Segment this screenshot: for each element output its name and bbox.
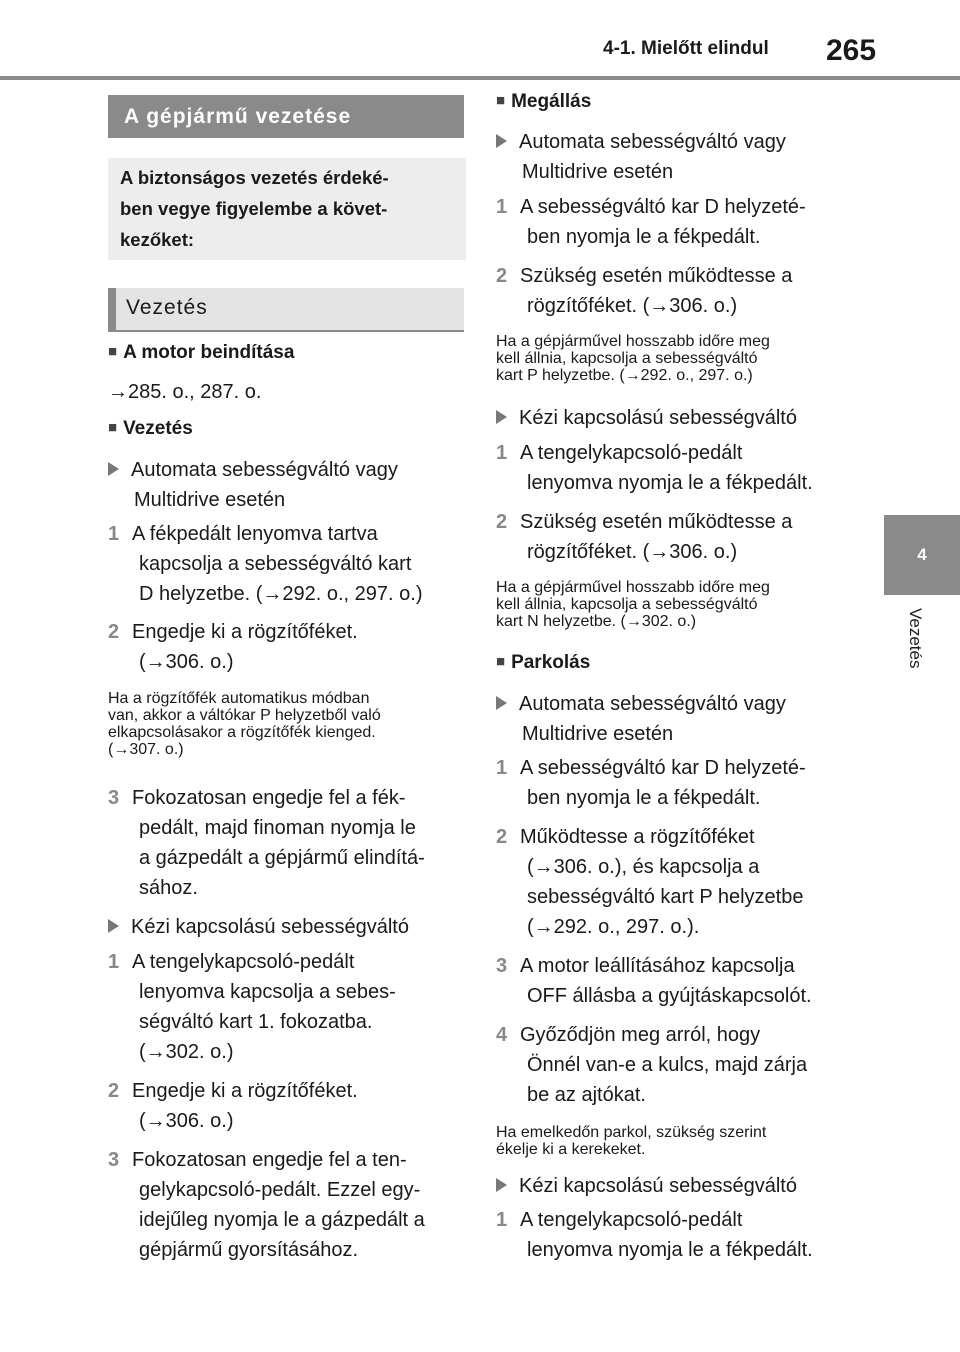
stop-auto-step-1: 1 A sebességváltó kar D helyzeté- ben nyomja le a fékpedált. [496, 196, 806, 248]
intro-line: ben vegye figyelembe a követ- [120, 198, 388, 219]
section-title: 4-1. Mielőtt elindul [603, 38, 769, 59]
heading-driving: ■ Vezetés [108, 418, 193, 440]
park-auto-label: Automata sebességváltó vagy Multidrive esetén [496, 689, 786, 749]
manual-trans-label: Kézi kapcsolású sebességváltó [108, 912, 409, 942]
triangle-bullet-icon [108, 919, 119, 933]
auto-note: Ha a rögzítőfék automatikus módban van, akkor a váltókar P helyzetből való elkapcsolásakor a rögzítőfék kienged. (→307. o.) [108, 690, 381, 758]
heading-motor-start: ■ A motor beindítása [108, 342, 294, 364]
triangle-bullet-icon [496, 134, 507, 148]
chapter-label: Vezetés [906, 608, 925, 669]
park-note: Ha emelkedőn parkol, szükség szerint ékelje ki a kerekeket. [496, 1124, 767, 1158]
park-step-4: 4 Győződjön meg arról, hogy Önnél van-e a kulcs, majd zárja be az ajtókat. [496, 1024, 808, 1106]
intro-box [108, 158, 466, 260]
park-manual-step-1: 1 A tengelykapcsoló-pedált lenyomva nyomja le a fékpedált. [496, 1209, 813, 1261]
heading-stopping: ■ Megállás [496, 91, 591, 113]
triangle-bullet-icon [496, 1178, 507, 1192]
chapter-tab: 4 [884, 515, 960, 595]
stop-auto-step-2: 2 Szükség esetén működtesse a rögzítőféket. (→306. o.) [496, 265, 793, 317]
stop-auto-note: Ha a gépjárművel hosszabb időre meg kell állnia, kapcsolja a sebességváltó kart P helyzetbe. (→292. o., 297. o.) [496, 333, 770, 384]
section-banner: A gépjármű vezetése [108, 95, 464, 138]
park-step-3: 3 A motor leállításához kapcsolja OFF állásba a gyújtáskapcsolót. [496, 955, 812, 1007]
stop-manual-note: Ha a gépjárművel hosszabb időre meg kell állnia, kapcsolja a sebességváltó kart N helyzetbe. (→302. o.) [496, 579, 770, 630]
park-step-1: 1 A sebességváltó kar D helyzeté- ben nyomja le a fékpedált. [496, 757, 806, 809]
triangle-bullet-icon [108, 462, 119, 476]
heading-parking: ■ Parkolás [496, 652, 590, 674]
auto-step-2: 2 Engedje ki a rögzítőféket. (→306. o.) [108, 621, 358, 673]
park-step-2: 2 Működtesse a rögzítőféket (→306. o.), és kapcsolja a sebességváltó kart P helyzetbe (→292. o., 297. o.). [496, 826, 804, 938]
header-divider [0, 76, 960, 80]
park-manual-label: Kézi kapcsolású sebességváltó [496, 1171, 797, 1201]
stop-auto-label: Automata sebességváltó vagy Multidrive esetén [496, 127, 786, 187]
triangle-bullet-icon [496, 696, 507, 710]
manual-step-2: 2 Engedje ki a rögzítőféket. (→306. o.) [108, 1080, 358, 1132]
manual-step-3: 3 Fokozatosan engedje fel a ten- gelykapcsoló-pedált. Ezzel egy- idejűleg nyomja le a gázpedált a gépjármű gyorsításához. [108, 1149, 425, 1261]
stop-manual-label: Kézi kapcsolású sebességváltó [496, 403, 797, 433]
page-number: 265 [826, 34, 877, 67]
intro-line: A biztonságos vezetés érdeké- [120, 167, 389, 188]
manual-step-1: 1 A tengelykapcsoló-pedált lenyomva kapcsolja a sebes- ségváltó kart 1. fokozatba. (→302. o.) [108, 951, 396, 1063]
intro-line: kezőket: [120, 229, 195, 250]
auto-step-3: 3 Fokozatosan engedje fel a fék- pedált, majd finoman nyomja le a gázpedált a gépjármű elindítá- sához. [108, 787, 425, 899]
stop-manual-step-1: 1 A tengelykapcsoló-pedált lenyomva nyomja le a fékpedált. [496, 442, 813, 494]
stop-manual-step-2: 2 Szükség esetén működtesse a rögzítőféket. (→306. o.) [496, 511, 793, 563]
auto-trans-label: Automata sebességváltó vagy Multidrive esetén [108, 455, 398, 515]
subsection-heading: Vezetés [108, 288, 464, 332]
auto-step-1: 1 A fékpedált lenyomva tartva kapcsolja a sebességváltó kart D helyzetbe. (→292. o., 297. o.) [108, 523, 423, 605]
motor-ref: →285. o., 287. o. [108, 381, 262, 403]
triangle-bullet-icon [496, 410, 507, 424]
